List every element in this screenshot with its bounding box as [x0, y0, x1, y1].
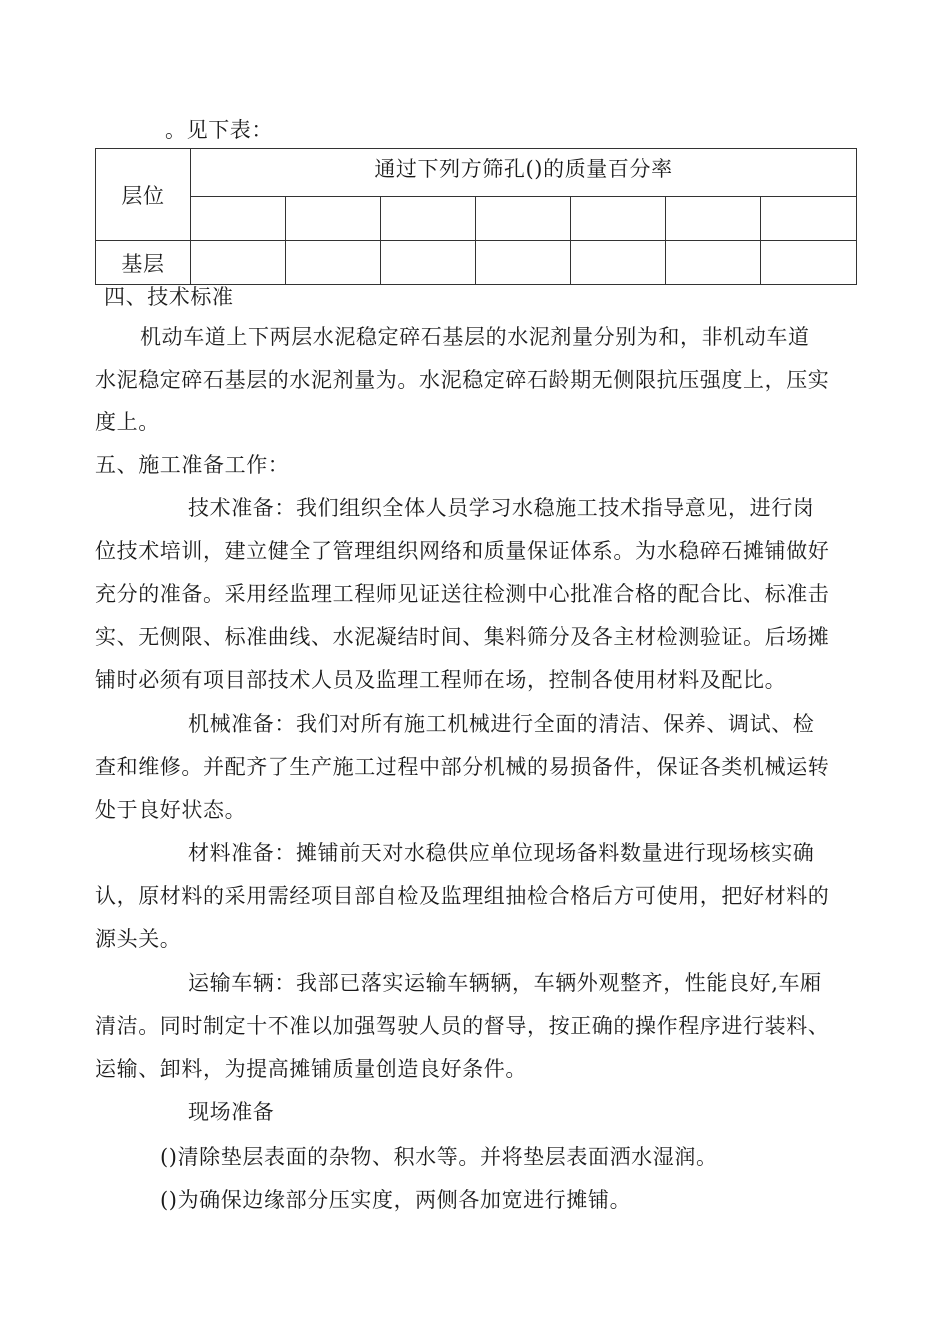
site-prep-heading: 现场准备 [188, 1100, 275, 1124]
gradation-table [95, 148, 857, 285]
site-prep-item: ()清除垫层表面的杂物、积水等。并将垫层表面洒水湿润。 [160, 1145, 718, 1169]
sieve-size-cell [476, 197, 571, 241]
layer-header: 层位 [96, 149, 191, 241]
paragraph-line: 清洁。同时制定十不准以加强驾驶人员的督导，按正确的操作程序进行装料、 [95, 1014, 830, 1038]
prep-heading: 五、施工准备工作： [95, 453, 290, 477]
paragraph-line: 材料准备：摊铺前天对水稳供应单位现场备料数量进行现场核实确 [188, 841, 815, 865]
value-cell [286, 241, 381, 285]
intro-line: 。见下表： [165, 118, 273, 142]
paragraph-line: 认，原材料的采用需经项目部自检及监理组抽检合格后方可使用，把好材料的 [95, 884, 830, 908]
base-label: 基层 [96, 241, 191, 285]
paragraph-line: 充分的准备。采用经监理工程师见证送往检测中心批准合格的配合比、标准击 [95, 582, 830, 606]
paragraph-line: 机械准备：我们对所有施工机械进行全面的清洁、保养、调试、检 [188, 712, 815, 736]
value-cell [571, 241, 666, 285]
paragraph-line: 度上。 [95, 410, 160, 434]
value-cell [666, 241, 761, 285]
sieve-size-cell [381, 197, 476, 241]
sieve-header: 通过下列方筛孔()的质量百分率 [191, 149, 857, 197]
paragraph-line: 运输车辆：我部已落实运输车辆辆，车辆外观整齐，性能良好,车厢 [188, 971, 822, 995]
paragraph-line: 查和维修。并配齐了生产施工过程中部分机械的易损备件，保证各类机械运转 [95, 755, 830, 779]
sieve-size-cell [191, 197, 286, 241]
paragraph-line: 铺时必须有项目部技术人员及监理工程师在场，控制各使用材料及配比。 [95, 668, 787, 692]
sieve-size-cell [286, 197, 381, 241]
paragraph-line: 运输、卸料，为提高摊铺质量创造良好条件。 [95, 1057, 527, 1081]
paragraph-line: 实、无侧限、标准曲线、水泥凝结时间、集料筛分及各主材检测验证。后场摊 [95, 625, 830, 649]
paragraph-line: 水泥稳定碎石基层的水泥剂量为。水泥稳定碎石龄期无侧限抗压强度上，压实 [95, 368, 830, 392]
tech-standard-heading: 四、技术标准 [104, 285, 234, 309]
sieve-size-cell [571, 197, 666, 241]
sieve-size-cell [761, 197, 857, 241]
paragraph-line: 位技术培训，建立健全了管理组织网络和质量保证体系。为水稳碎石摊铺做好 [95, 539, 830, 563]
paragraph-line: 机动车道上下两层水泥稳定碎石基层的水泥剂量分别为和，非机动车道 [140, 325, 810, 349]
value-cell [191, 241, 286, 285]
paragraph-line: 源头关。 [95, 927, 182, 951]
paragraph-line: 处于良好状态。 [95, 798, 247, 822]
site-prep-item: ()为确保边缘部分压实度，两侧各加宽进行摊铺。 [160, 1188, 632, 1212]
value-cell [476, 241, 571, 285]
paragraph-line: 技术准备：我们组织全体人员学习水稳施工技术指导意见，进行岗 [188, 496, 815, 520]
sieve-size-cell [666, 197, 761, 241]
value-cell [761, 241, 857, 285]
value-cell [381, 241, 476, 285]
